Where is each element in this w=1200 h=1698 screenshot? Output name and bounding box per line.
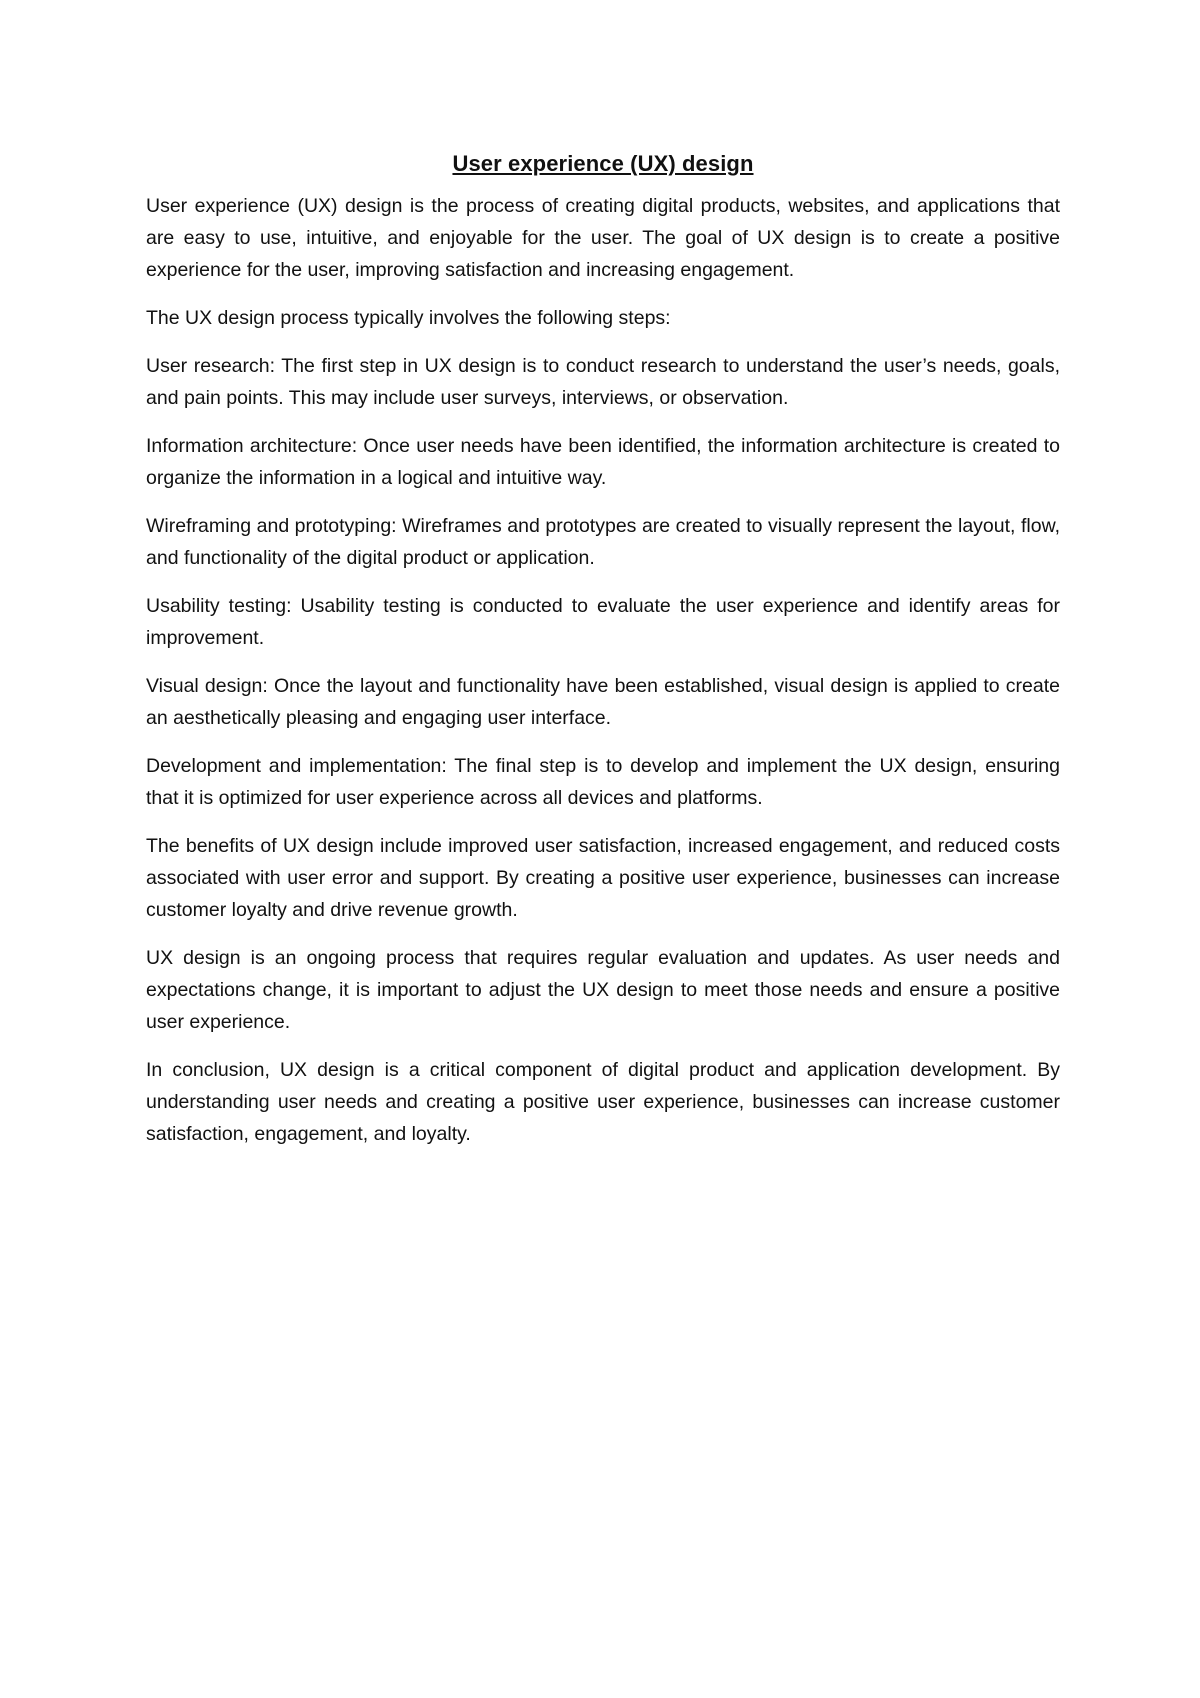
paragraph-steps-intro: The UX design process typically involves the following steps: <box>146 307 671 329</box>
paragraph-information-architecture: Information architecture: Once user needs have been identified, the information architecture is created to organize the information in a logical and intuitive way. <box>146 435 1060 489</box>
paragraph-user-research: User research: The first step in UX design is to conduct research to understand the user’s needs, goals, and pain points. This may include user surveys, interviews, or observation. <box>146 355 1060 409</box>
paragraph-intro: User experience (UX) design is the process of creating digital products, websites, and applications that are easy to use, intuitive, and enjoyable for the user. The goal of UX design is to create a positive experience for the user, improving satisfaction and increasing engagement. <box>146 195 1060 281</box>
paragraph-development: Development and implementation: The final step is to develop and implement the UX design, ensuring that it is optimized for user experience across all devices and platforms. <box>146 755 1060 809</box>
paragraph-conclusion: In conclusion, UX design is a critical component of digital product and application development. By understanding user needs and creating a positive user experience, businesses can increase customer satisfaction, engagement, and loyalty. <box>146 1059 1060 1145</box>
paragraph-wireframing: Wireframing and prototyping: Wireframes and prototypes are created to visually represent the layout, flow, and functionality of the digital product or application. <box>146 515 1060 569</box>
paragraph-usability-testing: Usability testing: Usability testing is conducted to evaluate the user experience and identify areas for improvement. <box>146 595 1060 649</box>
paragraph-visual-design: Visual design: Once the layout and functionality have been established, visual design is applied to create an aesthetically pleasing and engaging user interface. <box>146 675 1060 729</box>
paragraph-ongoing-process: UX design is an ongoing process that requires regular evaluation and updates. As user needs and expectations change, it is important to adjust the UX design to meet those needs and ensure a positive user experience. <box>146 947 1060 1033</box>
document-title: User experience (UX) design <box>452 151 754 176</box>
document-body <box>146 150 1060 1166</box>
paragraph-benefits: The benefits of UX design include improved user satisfaction, increased engagement, and reduced costs associated with user error and support. By creating a positive user experience, businesses can increase customer loyalty and drive revenue growth. <box>146 835 1060 921</box>
